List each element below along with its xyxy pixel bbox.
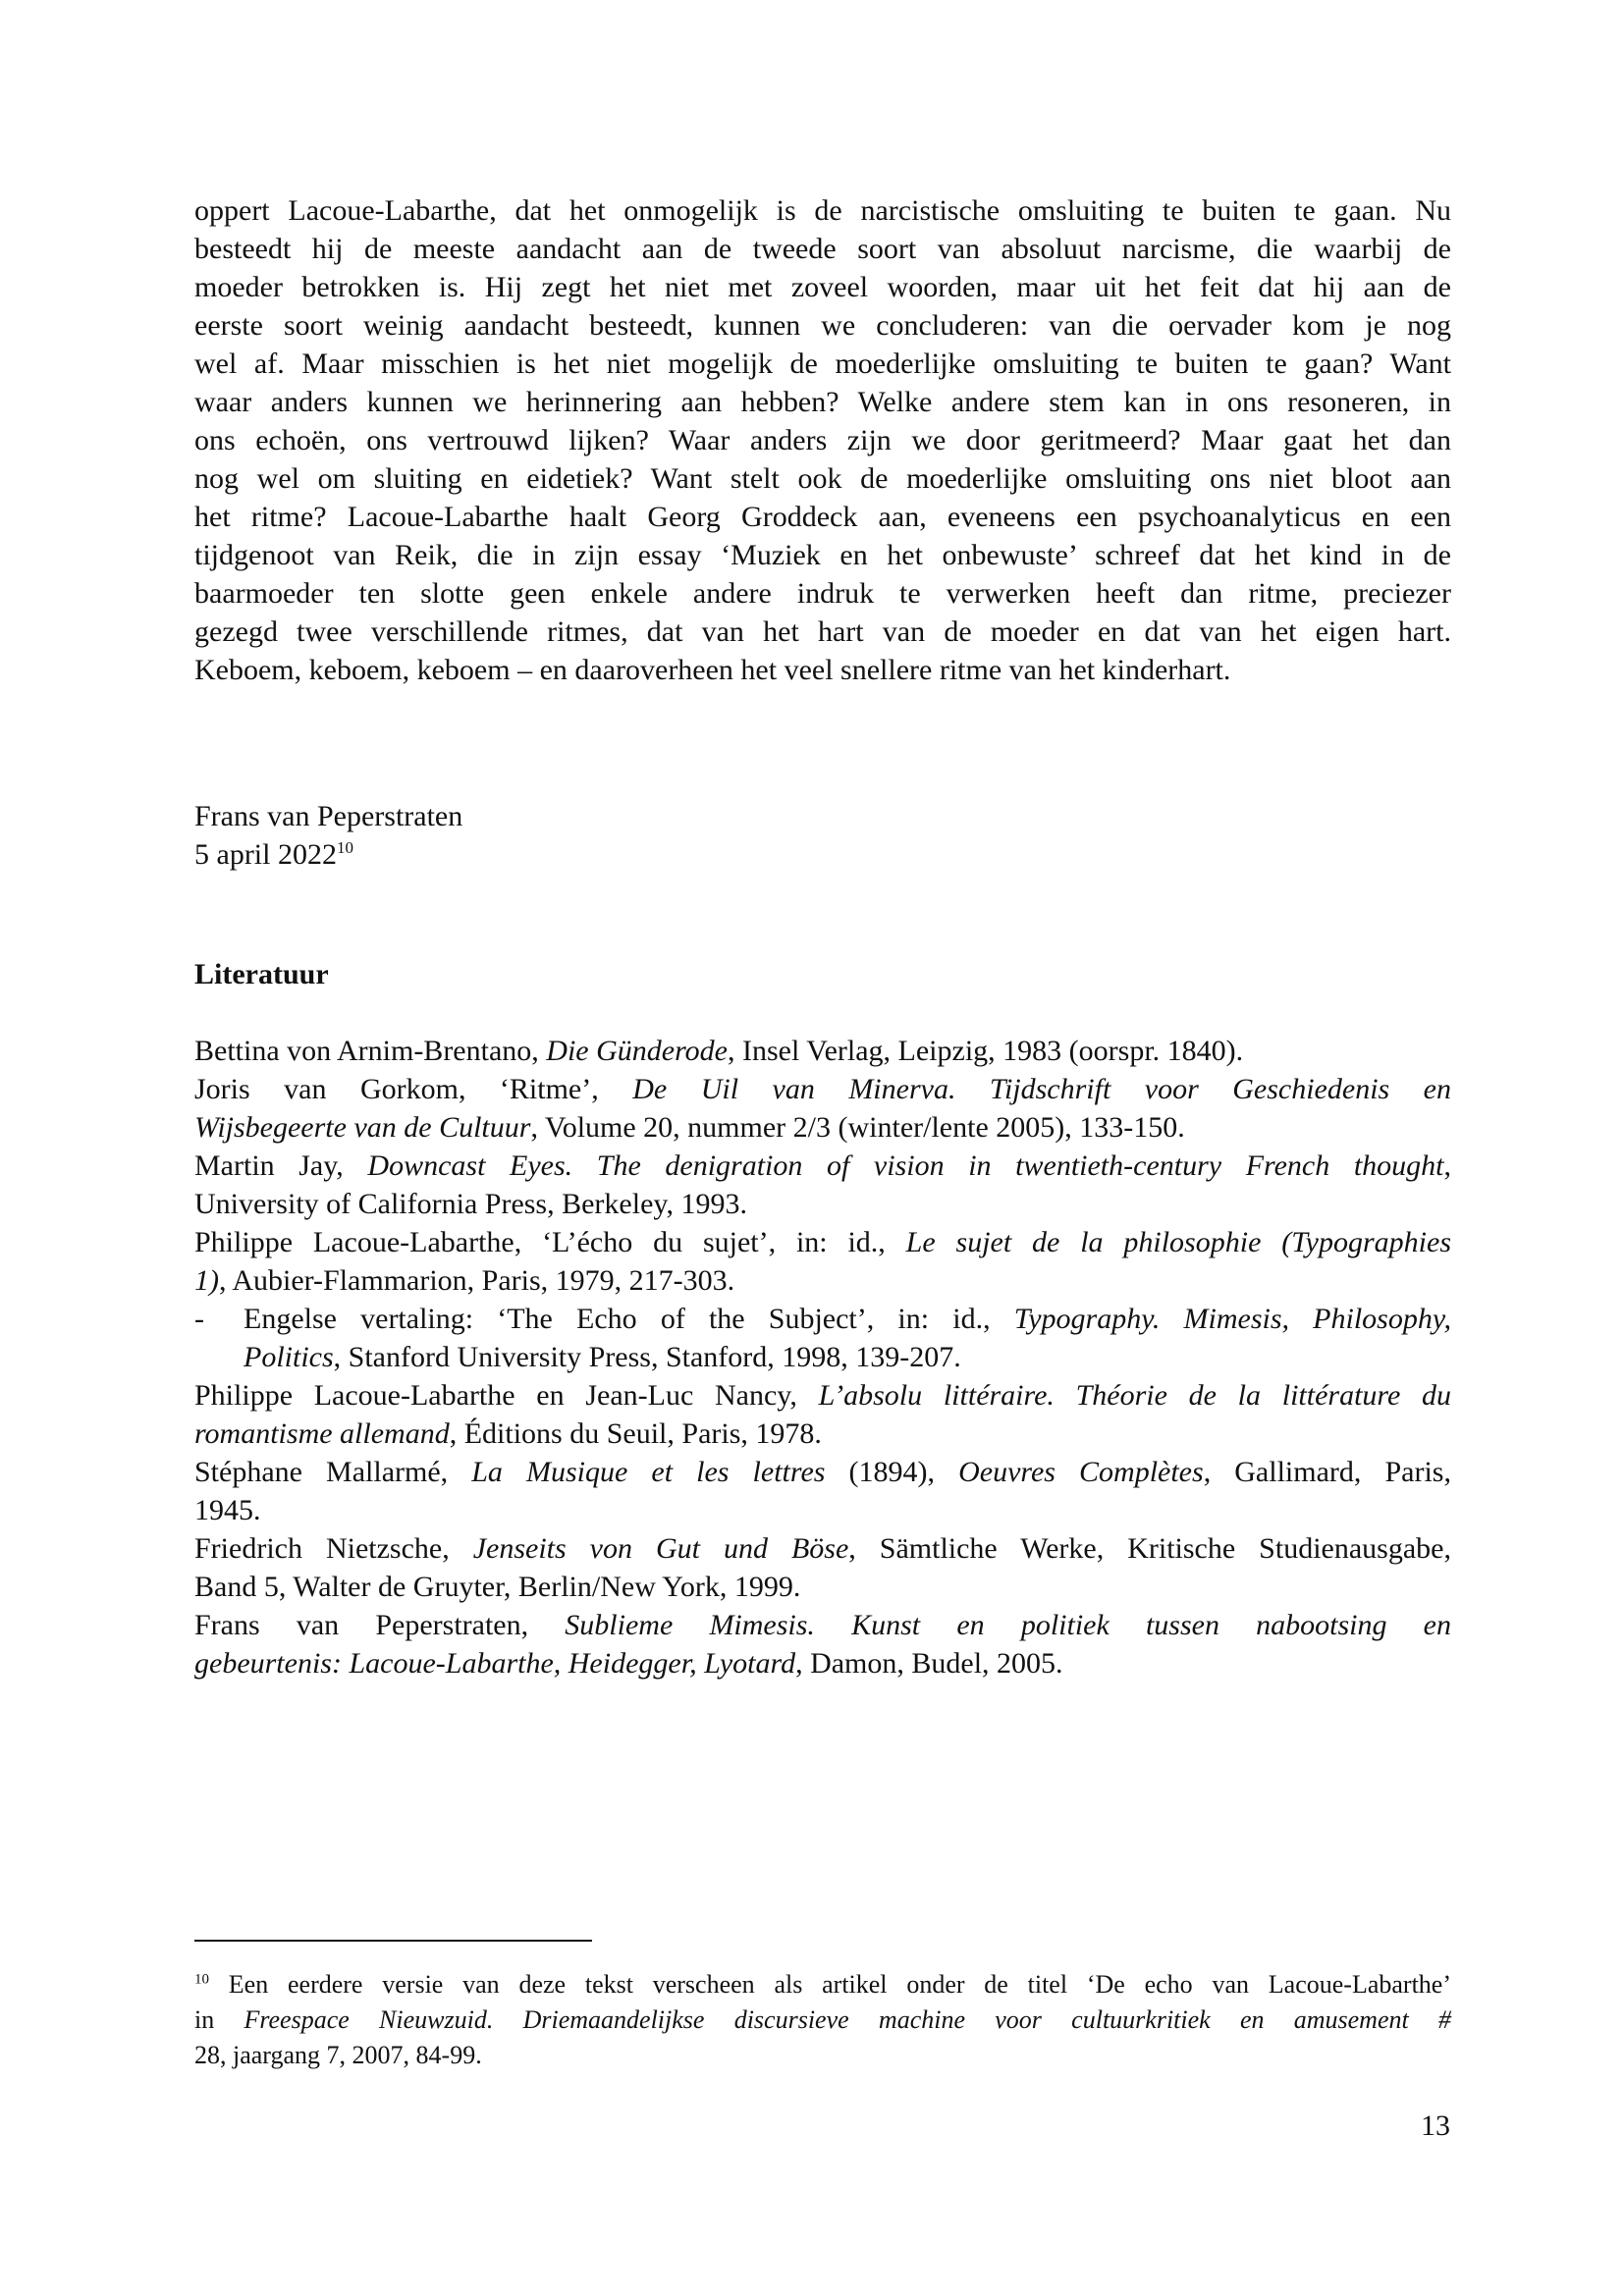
footnote-number: 10: [194, 1971, 209, 1988]
footnote-line: 28, jaargang 7, 2007, 84-99.: [194, 2041, 482, 2069]
bibliography-line: Martin Jay, Downcast Eyes. The denigration of vision in twentieth-century French thought,: [194, 1149, 1451, 1182]
footnote-line: in Freespace Nieuwzuid. Driemaandelijkse discursieve machine voor cultuurkritiek en amusement #: [194, 2005, 1451, 2034]
page-number: 13: [1421, 2109, 1450, 2142]
author-name: Frans van Peperstraten: [194, 800, 463, 832]
bibliography-line: Wijsbegeerte van de Cultuur, Volume 20, nummer 2/3 (winter/lente 2005), 133-150.: [194, 1111, 1185, 1144]
body-line: nog wel om sluiting en eidetiek? Want stelt ook de moederlijke omsluiting ons niet bloot aan: [194, 462, 1451, 495]
body-line: waar anders kunnen we herinnering aan hebben? Welke andere stem kan in ons resoneren, in: [194, 386, 1451, 418]
bibliography-line: Philippe Lacoue-Labarthe en Jean-Luc Nancy, L’absolu littéraire. Théorie de la littérature du: [194, 1379, 1451, 1412]
list-dash: -: [194, 1303, 204, 1335]
bibliography-line: 1945.: [194, 1494, 261, 1526]
body-line: gezegd twee verschillende ritmes, dat van het hart van de moeder en dat van het eigen hart.: [194, 615, 1451, 648]
body-line: het ritme? Lacoue-Labarthe haalt Georg Groddeck aan, eveneens een psychoanalyticus en een: [194, 501, 1451, 533]
body-line: wel af. Maar misschien is het niet mogelijk de moederlijke omsluiting te buiten te gaan? Want: [194, 347, 1451, 380]
bibliography-line: Bettina von Arnim-Brentano, Die Günderode, Insel Verlag, Leipzig, 1983 (oorspr. 1840).: [194, 1035, 1244, 1067]
body-paragraph: [194, 191, 1451, 689]
bibliography-line: Frans van Peperstraten, Sublieme Mimesis. Kunst en politiek tussen nabootsing en: [194, 1609, 1451, 1641]
bibliography-line: University of California Press, Berkeley, 1993.: [194, 1188, 747, 1220]
literature-heading: Literatuur: [194, 958, 329, 990]
bibliography-line: Band 5, Walter de Gruyter, Berlin/New York, 1999.: [194, 1571, 801, 1603]
footnote-line: $^{10}$ Een eerdere versie van deze tekst verscheen als artikel onder de titel ‘De echo van Lacoue-Labarthe’: [194, 1970, 1451, 1999]
bibliography-line: Politics, Stanford University Press, Stanford, 1998, 139-207.: [244, 1341, 961, 1373]
body-line: moeder betrokken is. Hij zegt het niet met zoveel woorden, maar uit het feit dat hij aan de: [194, 271, 1451, 303]
signature-date-line: [194, 835, 1451, 874]
bibliography-line: gebeurtenis: Lacoue-Labarthe, Heidegger, Lyotard, Damon, Budel, 2005.: [194, 1647, 1063, 1680]
bibliography-line: 1), Aubier-Flammarion, Paris, 1979, 217-303.: [194, 1264, 735, 1297]
bibliography-line: Joris van Gorkom, ‘Ritme’, De Uil van Minerva. Tijdschrift voor Geschiedenis en: [194, 1073, 1451, 1105]
body-line: oppert Lacoue-Labarthe, dat het onmogelijk is de narcistische omsluiting te buiten te gaan. Nu: [194, 194, 1451, 227]
bibliography-line: - Engelse vertaling: ‘The Echo of the Subject’, in: id., Typography. Mimesis, Philosophy,: [194, 1300, 1451, 1338]
footnote-reference[interactable]: 10: [336, 838, 353, 857]
bibliography-line: Philippe Lacoue-Labarthe, ‘L’écho du sujet’, in: id., Le sujet de la philosophie (Typographies: [194, 1226, 1451, 1258]
body-line: ons echoën, ons vertrouwd lijken? Waar anders zijn we door geritmeerd? Maar gaat het dan: [194, 424, 1451, 456]
signature-block: [194, 797, 1451, 874]
body-line: besteedt hij de meeste aandacht aan de tweede soort van absoluut narcisme, die waarbij de: [194, 233, 1451, 265]
body-line: eerste soort weinig aandacht besteedt, kunnen we concluderen: van die oervader kom je nog: [194, 309, 1451, 342]
bibliography-line: romantisme allemand, Éditions du Seuil, Paris, 1978.: [194, 1417, 822, 1450]
footnote: [194, 1967, 1451, 2073]
body-line: tijdgenoot van Reik, die in zijn essay ‘Muziek en het onbewuste’ schreef dat het kind in de: [194, 539, 1451, 571]
bibliography-line: Stéphane Mallarmé, La Musique et les lettres (1894), Oeuvres Complètes, Gallimard, Paris,: [194, 1456, 1451, 1488]
bibliography: [194, 1032, 1451, 1682]
footnote-divider: [194, 1940, 592, 1942]
body-line: Keboem, keboem, keboem – en daaroverheen het veel snellere ritme van het kinderhart.: [194, 654, 1231, 686]
bibliography-line: Friedrich Nietzsche, Jenseits von Gut und Böse, Sämtliche Werke, Kritische Studienausgabe,: [194, 1532, 1451, 1565]
body-line: baarmoeder ten slotte geen enkele andere indruk te verwerken heeft dan ritme, preciezer: [194, 577, 1451, 610]
signature-date: 5 april 2022: [194, 838, 337, 871]
